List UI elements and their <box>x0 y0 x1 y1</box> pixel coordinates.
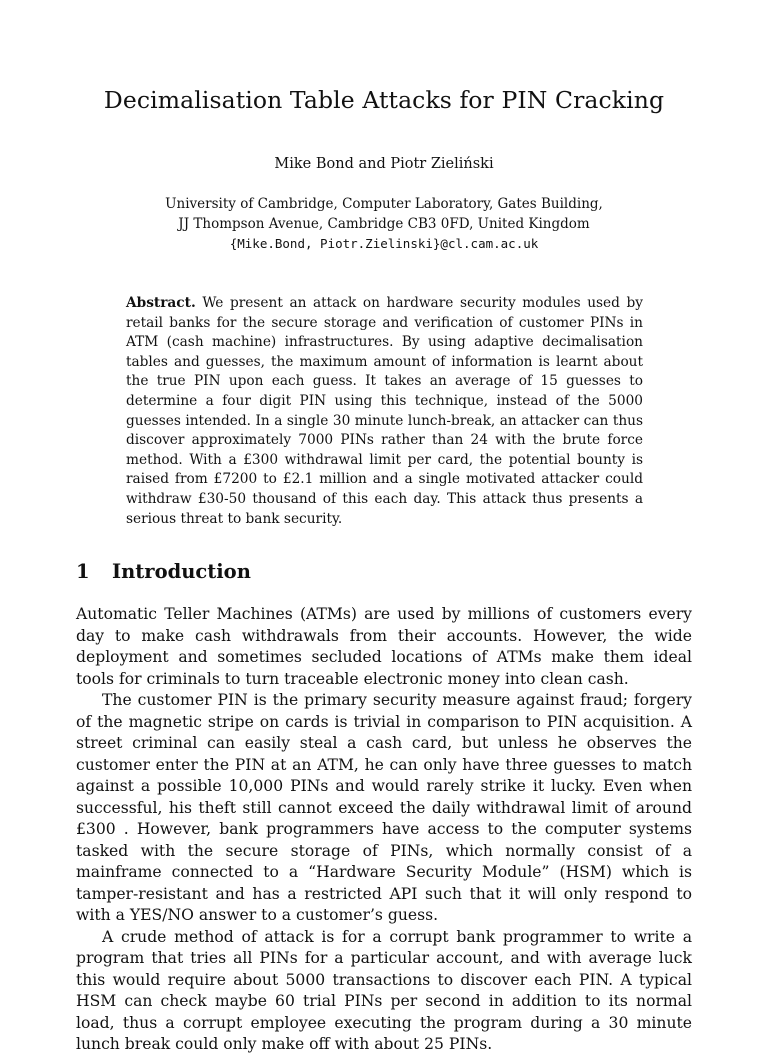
paper-authors: Mike Bond and Piotr Zieliński <box>274 156 494 172</box>
affiliation-line-1: University of Cambridge, Computer Laboratory, Gates Building, <box>165 196 603 212</box>
abstract-text: We present an attack on hardware security modules used by retail banks for the secure storage and verification of customer PINs in ATM (cash machine) infrastructures. By using adaptive decimalisation tables and guesses, the maximum amount of information is learnt about the true PIN upon each guess. It takes an average of 15 guesses to determine a four digit PIN using this technique, instead of the 5000 guesses intended. In a single 30 minute lunch-break, an attacker can thus discover approximately 7000 PINs rather than 24 with the brute force method. With a £300 withdrawal limit per card, the potential bounty is raised from £7200 to £2.1 million and a single motivated attacker could withdraw £30-50 thousand of this each day. This attack thus presents a serious threat to bank security. <box>126 295 644 527</box>
paragraph-2: The customer PIN is the primary security measure against fraud; forgery of the magnetic stripe on cards is trivial in comparison to PIN acquisition. A street criminal can easily steal a cash card, but unless he observes the customer enter the PIN at an ATM, he can only have three guesses to match against a possible 10,000 PINs and would rarely strike it lucky. Even when successful, his theft still cannot exceed the daily withdrawal limit of around £300 . However, bank programmers have access to the computer systems tasked with the secure storage of PINs, which normally consist of a mainframe connected to a “Hardware Security Module” (HSM) which is tamper-resistant and has a restricted API such that it will only respond to with a YES/NO answer to a customer’s guess. <box>76 691 692 924</box>
paragraph-1: Automatic Teller Machines (ATMs) are used by millions of customers every day to make cash withdrawals from their accounts. However, the wide deployment and sometimes secluded locations of ATMs make them ideal tools for criminals to turn traceable electronic money into clean cash. <box>76 605 692 688</box>
abstract-label: Abstract. <box>126 295 196 311</box>
section-title: Introduction <box>112 560 251 583</box>
section-number: 1 <box>76 560 90 583</box>
abstract <box>126 294 643 529</box>
section-body <box>76 604 692 1056</box>
affiliation <box>0 194 768 254</box>
paragraph-3: A crude method of attack is for a corrupt bank programmer to write a program that tries all PINs for a particular account, and with average luck this would require about 5000 transactions to discover each PIN. A typical HSM can check maybe 60 trial PINs per second in addition to its normal load, thus a corrupt employee executing the program during a 30 minute lunch break could only make off with about 25 PINs. <box>76 927 692 1053</box>
affiliation-line-2: JJ Thompson Avenue, Cambridge CB3 0FD, United Kingdom <box>178 216 590 232</box>
author-email: {Mike.Bond, Piotr.Zielinski}@cl.cam.ac.uk <box>229 236 539 251</box>
section-heading <box>76 560 251 583</box>
paper-title: Decimalisation Table Attacks for PIN Cracking <box>103 86 665 114</box>
